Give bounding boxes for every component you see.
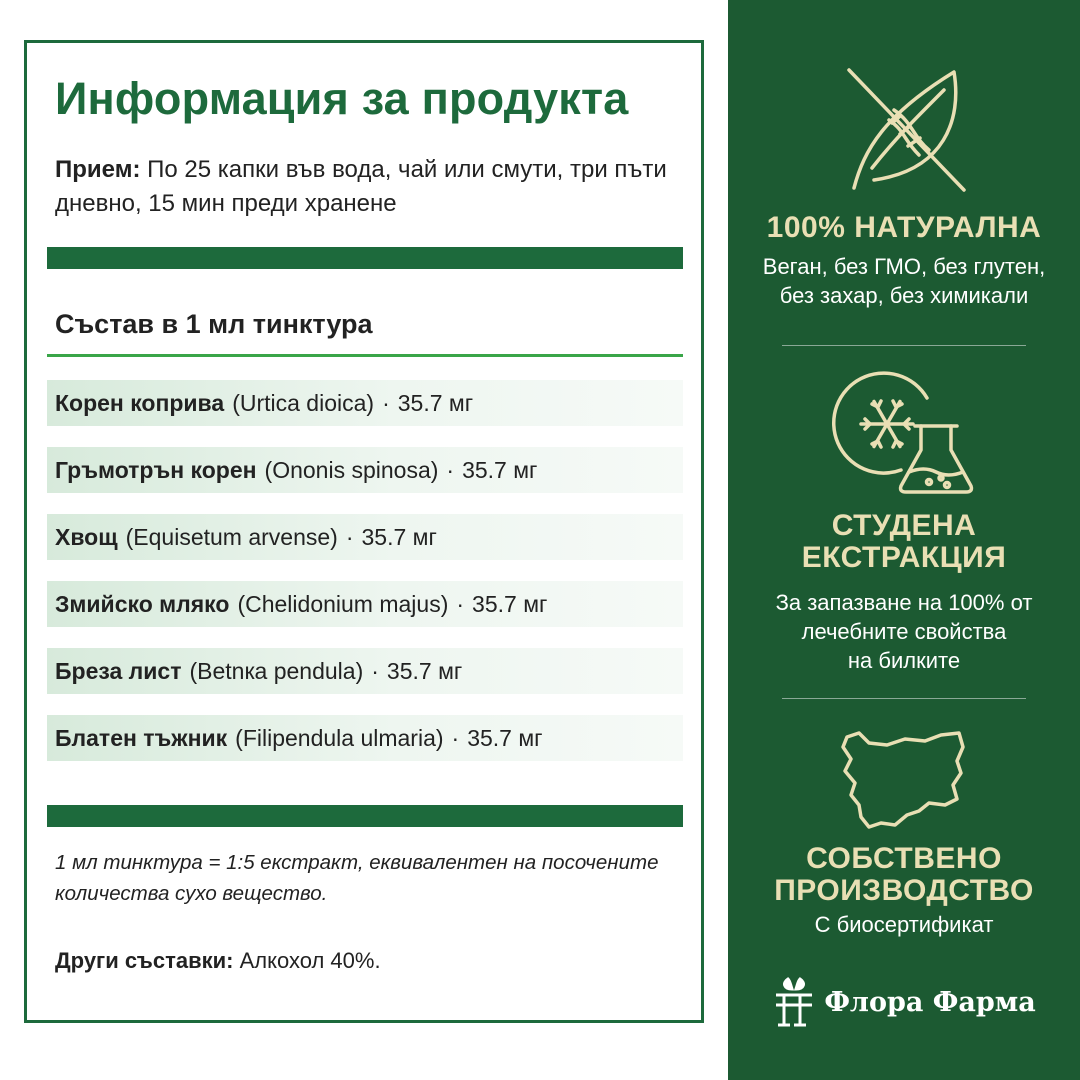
features-panel xyxy=(728,0,1080,1080)
product-info-panel xyxy=(24,40,704,1023)
divider-bar xyxy=(47,247,683,269)
composition-underline xyxy=(47,354,683,357)
bulgaria-map-icon xyxy=(728,725,1080,835)
dosage-info xyxy=(55,153,695,221)
cold-extraction-flask-icon xyxy=(728,368,1080,498)
ingredient-amount: 35.7 мг xyxy=(361,523,437,550)
feature-title-line: ЕКСТРАКЦИЯ xyxy=(801,541,1007,574)
feature-desc-line: без захар, без химикали xyxy=(779,283,1029,308)
ingredient-name: Корен коприва xyxy=(55,389,225,416)
ingredient-row xyxy=(47,514,683,560)
dosage-text: По 25 капки във вода, чай или смути, три пъти дневно, 15 мин преди хранене xyxy=(55,156,667,217)
composition-heading: Състав в 1 мл тинктура xyxy=(55,309,373,339)
flora-farma-logo-icon xyxy=(772,975,816,1029)
feature-title-line: ПРОИЗВОДСТВО xyxy=(774,874,1034,907)
ingredient-name: Гръмотрън корен xyxy=(55,456,257,483)
feature-title-natural: 100% НАТУРАЛНА xyxy=(766,211,1042,244)
ingredient-separator: · xyxy=(382,389,390,416)
ingredient-amount: 35.7 мг xyxy=(386,657,463,684)
brand-logo xyxy=(728,975,1080,1029)
divider-bar xyxy=(47,805,683,827)
ingredient-row xyxy=(47,581,683,627)
feature-desc-line: на билките xyxy=(847,648,961,673)
feature-desc-line: лечебните свойства xyxy=(801,619,1007,644)
feature-divider xyxy=(782,698,1026,699)
feature-desc-line: За запазване на 100% от xyxy=(775,590,1033,615)
feature-desc-line: С биосертификат xyxy=(814,912,994,937)
ingredient-amount: 35.7 мг xyxy=(397,389,474,416)
ingredient-name: Блатен тъжник xyxy=(55,724,228,751)
other-ingredients xyxy=(55,948,381,974)
other-ingredients-label: Други съставки: xyxy=(55,948,234,973)
ingredient-name: Хвощ xyxy=(55,523,118,550)
page-title: Информация за продукта xyxy=(55,73,629,124)
feature-desc-production xyxy=(728,910,1080,939)
feature-title-line: СТУДЕНА xyxy=(831,509,977,542)
ingredient-latin: (Chelidonium majus) xyxy=(237,590,449,617)
ingredient-latin: (Filipendula ulmaria) xyxy=(235,724,444,751)
brand-name: Флора Фарма xyxy=(824,986,1036,1018)
ingredient-separator: · xyxy=(345,523,354,550)
no-gmo-leaf-icon xyxy=(728,60,1080,200)
ingredient-amount: 35.7 мг xyxy=(472,590,548,617)
ingredient-row xyxy=(47,715,683,761)
feature-desc-line: Веган, без ГМО, без глутен, xyxy=(762,254,1046,279)
extract-note: 1 мл тинктура = 1:5 екстракт, еквивалентен на посочените количества сухо вещество. xyxy=(55,851,659,905)
feature-desc-natural xyxy=(728,252,1080,310)
dosage-label: Прием: xyxy=(55,156,141,183)
feature-desc-cold xyxy=(728,588,1080,675)
ingredient-separator: · xyxy=(451,724,460,751)
ingredient-name: Змийско мляко xyxy=(55,590,230,617)
ingredient-amount: 35.7 мг xyxy=(462,456,538,483)
feature-title-line: СОБСТВЕНО xyxy=(806,842,1002,875)
feature-title-cold xyxy=(728,510,1080,574)
ingredient-row xyxy=(47,380,683,426)
ingredient-list xyxy=(47,380,683,782)
ingredient-name: Бреза лист xyxy=(55,657,182,684)
ingredient-row xyxy=(47,447,683,493)
feature-title-production xyxy=(728,843,1080,907)
ingredient-latin: (Urtica dioica) xyxy=(232,389,375,416)
ingredient-row xyxy=(47,648,683,694)
other-ingredients-text: Алкохол 40%. xyxy=(239,948,381,973)
ingredient-separator: · xyxy=(456,590,465,617)
feature-divider xyxy=(782,345,1026,346)
ingredient-separator: · xyxy=(371,657,379,684)
ingredient-latin: (Betnкa pendula) xyxy=(189,657,364,684)
ingredient-separator: · xyxy=(446,456,455,483)
ingredient-latin: (Equisetum arvense) xyxy=(125,523,338,550)
ingredient-latin: (Ononis spinosa) xyxy=(264,456,439,483)
ingredient-amount: 35.7 мг xyxy=(467,724,543,751)
